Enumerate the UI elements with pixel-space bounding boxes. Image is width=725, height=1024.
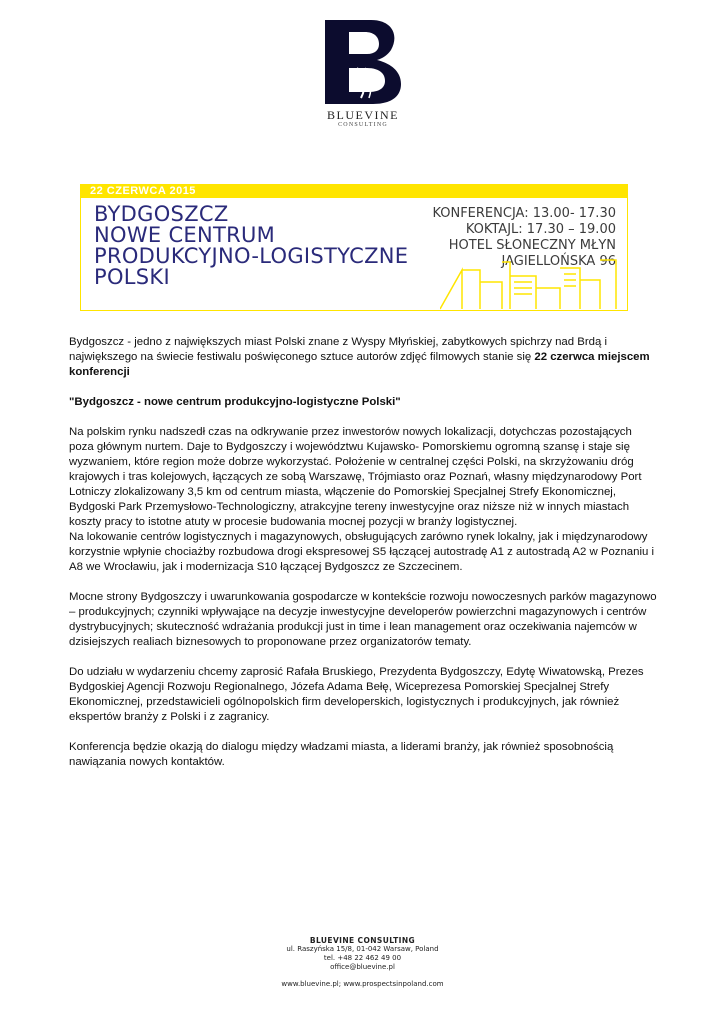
page-footer [0, 936, 725, 989]
intro-text: Bydgoszcz - jedno z największych miast Polski znane z Wyspy Młyńskiej, zabytkowych spichrzy nad Brdą i największego na świecie festiwalu poświęconego sztuce autorów zdjęć filmowych stanie się [69, 336, 607, 363]
city-skyline-icon [440, 252, 626, 310]
banner-title-line: POLSKI [94, 265, 170, 289]
banner-info-line: HOTEL SŁONECZNY MŁYN [448, 238, 616, 253]
banner-info-line: KOKTAJL: 17.30 – 19.00 [465, 222, 616, 237]
footer-address: ul. Raszyńska 15/8, 01-042 Warsaw, Poland [286, 945, 439, 953]
paragraph-topics: Mocne strony Bydgoszczy i uwarunkowania gospodarcze w kontekście rozwoju nowoczesnych parków magazynowo – produkcyjnych; czynniki wpływające na decyzje inwestycyjne developerów powierzchni magazynowych i centrów dystrybucyjnych; skuteczność wdrażania produkcji just in time i lean management oraz oczekiwania najemców w dzisiejszych realiach biznesowych to proponowane przez organizatorów tematy. [69, 591, 657, 648]
logo-subtitle: CONSULTING [338, 122, 388, 128]
banner-title-line: PRODUKCYJNO-LOGISTYCZNE [94, 244, 409, 268]
conference-heading [69, 395, 659, 410]
conference-heading-text: "Bydgoszcz - nowe centrum produkcyjno-logistyczne Polski" [69, 396, 401, 408]
paragraph-market: Na polskim rynku nadszedł czas na odkrywanie przez inwestorów nowych lokalizacji, dotychczas pozostających poza głównym nurtem. Daje to Bydgoszczy i województwu Kujawsko- Pomorskiemu ogromną szansę i staje się wyzwaniem, które region może dobrze wykorzystać. Położenie w centralnej części Polski, na skrzyżowaniu dróg krajowych i tras kolejowych, łączących ze sobą Warszawę, Trójmiasto oraz Poznań, własny międzynarodowy Port Lotniczy zlokalizowany 3,5 km od centrum miasta, włączenie do Pomorskiej Specjalnej Strefy Ekonomicznej, Bydgoski Park Przemysłowo-Technologiczny, atrakcyjne tereny inwestycyjne oraz niższe niż w innych miastach koszty pracy to istotne atuty w procesie budowania mocnej pozycji w branży logistycznej. [69, 426, 642, 528]
paragraph-logistics: Na lokowanie centrów logistycznych i magazynowych, obsługujących zarówno rynek lokalny, jak i międzynarodowy korzystnie wpłynie chociażby rozbudowa drogi ekspresowej S5 łączącej autostradę A1 z autostradą A2 w Poznaniu i A8 we Wrocławiu, jak i modernizacja S10 łączącej Bydgoszcz ze Szczecinem. [69, 531, 655, 573]
banner-info-line: KONFERENCJA: 13.00- 17.30 [432, 206, 616, 221]
event-banner [80, 184, 628, 312]
bluevine-logo-mark [321, 18, 405, 106]
banner-title [94, 204, 408, 288]
intro-highlight: 22 czerwca miejscem konferencji [69, 351, 650, 378]
footer-phone: tel. +48 22 462 49 00 [323, 954, 402, 962]
paragraph-guests: Do udziału w wydarzeniu chcemy zaprosić Rafała Bruskiego, Prezydenta Bydgoszczy, Edytę Wiwatowską, Prezes Bydgoskiej Agencji Rozwoju Regionalnego, Józefa Adama Bełę, Wiceprezesa Pomorskiej Specjalnej Strefy Ekonomicznej, przedstawicieli ogólnopolskich firm developerskich, logistycznych i produkcyjnych, jak również ekspertów branży z Polski i z zagranicy. [69, 666, 644, 723]
banner-info-line: JAGIELLOŃSKA 96 [501, 254, 616, 269]
logo-name: BLUEVINE [327, 108, 399, 122]
banner-title-line: NOWE CENTRUM [94, 223, 276, 247]
intro-paragraph [69, 335, 659, 380]
paragraph-closing: Konferencja będzie okazją do dialogu między władzami miasta, a liderami branży, jak również sposobnością nawiązania nowych kontaktów. [69, 741, 614, 768]
footer-websites: www.bluevine.pl; www.prospectsinpoland.com [281, 980, 444, 988]
banner-title-line: BYDGOSZCZ [94, 202, 229, 226]
footer-company: BLUEVINE CONSULTING [309, 936, 416, 945]
footer-email: office@bluevine.pl [330, 963, 395, 971]
banner-date-strip [80, 184, 628, 198]
company-logo [318, 18, 408, 136]
article-body [69, 335, 659, 770]
banner-date: 22 CZERWCA 2015 [90, 185, 196, 197]
